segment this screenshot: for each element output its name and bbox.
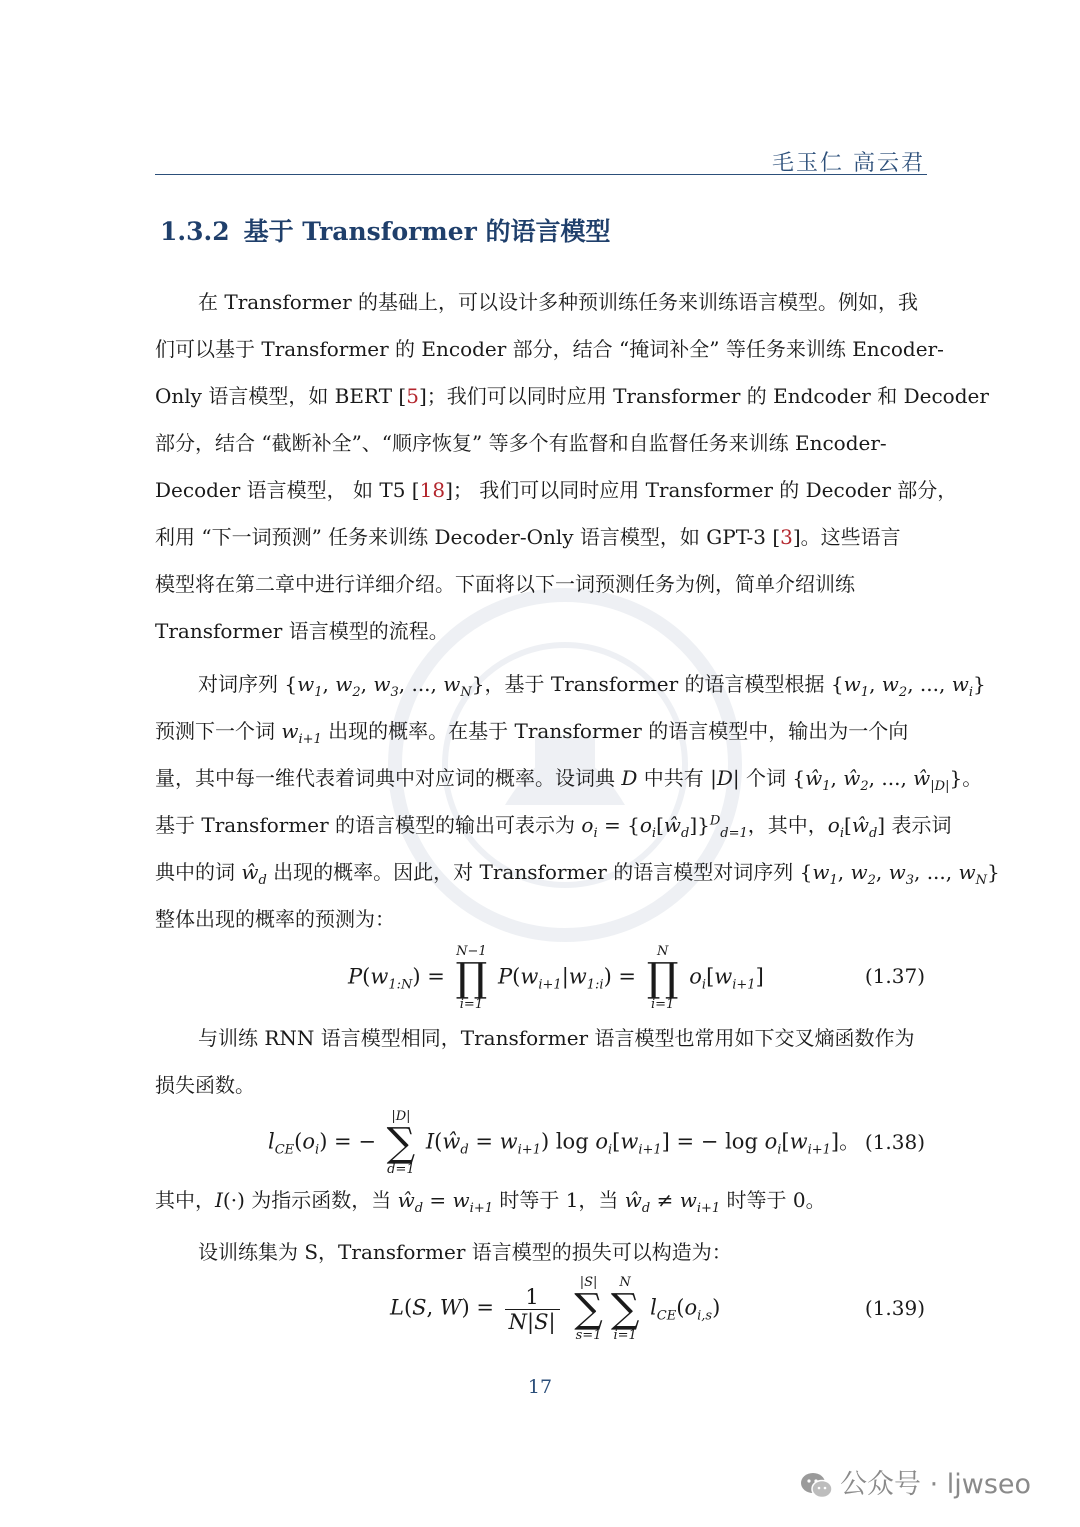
- math-inline: $w_{i+1}$: [281, 719, 322, 747]
- equation-number: (1.39): [864, 1296, 925, 1320]
- citation-link[interactable]: 3: [780, 525, 793, 549]
- section-title: 基于 Transformer 的语言模型: [243, 217, 611, 246]
- page-number: 17: [527, 1376, 553, 1398]
- math-inline: {$w_1$, $w_2$, $w_3$, ..., $w_N$}: [799, 860, 1000, 888]
- paragraph-line: 预测下一个词 $w_{i+1}$ 出现的概率。在基于 Transformer 的语言模型中，输出为一个向: [155, 719, 909, 747]
- math-inline: {$w_1$, $w_2$, $w_3$, ..., $w_N$}: [284, 672, 485, 700]
- equation-number: (1.38): [864, 1130, 925, 1154]
- paragraph-line: 利用 “下一词预测” 任务来训练 Decoder-Only 语言模型，如 GPT-3 [3]。这些语言: [155, 525, 901, 549]
- paragraph-line: 量，其中每一维代表着词典中对应词的概率。设词典 D 中共有 |D| 个词 {$ŵ_1$, $ŵ_2$, ..., $ŵ_{|D|}$}。: [155, 766, 983, 794]
- paragraph-line: 与训练 RNN 语言模型相同，Transformer 语言模型也常用如下交叉熵函数作为: [198, 1026, 915, 1050]
- math-inline: {$w_1$, $w_2$, ..., $w_i$}: [830, 672, 986, 700]
- section-heading: [160, 212, 611, 248]
- paragraph-line: 设训练集为 S，Transformer 语言模型的损失可以构造为：: [198, 1240, 732, 1264]
- paragraph-line: 模型将在第二章中进行详细介绍。下面将以下一词预测任务为例，简单介绍训练: [155, 572, 855, 596]
- paragraph-line: Transformer 语言模型的流程。: [155, 619, 449, 643]
- section-number: 1.3.2: [160, 217, 230, 246]
- paragraph-line: 其中，I(·) 为指示函数，当 $ŵ_d = w_{i+1}$ 时等于 1，当 $ŵ_d \ne w_{i+1}$ 时等于 0。: [155, 1188, 826, 1216]
- paragraph-line: Only 语言模型，如 BERT [5]；我们可以同时应用 Transformer 的 Endcoder 和 Decoder: [155, 384, 989, 408]
- equation-1-38: $l_{CE}(o_i)$ = − |D| ∑ d=1 $I(ŵ_d = w_{i+1})$ $\log o_i[w_{i+1}]$ = − $\log o_i[w_{i+1}]$。: [268, 1109, 861, 1177]
- paragraph-line: Decoder 语言模型， 如 T5 [18]； 我们可以同时应用 Transformer 的 Decoder 部分，: [155, 478, 958, 502]
- citation-link[interactable]: 5: [406, 384, 419, 408]
- math-inline: $o_i$ = $\{o_i[ŵ_d]\}^D_{d=1}$: [581, 813, 748, 841]
- paragraph-line: 基于 Transformer 的语言模型的输出可表示为 $o_i$ = $\{o_i[ŵ_d]\}^D_{d=1}$，其中，$o_i[ŵ_d]$ 表示词: [155, 813, 952, 841]
- paragraph-line: 部分，结合 “截断补全”、“顺序恢复” 等多个有监督和自监督任务来训练 Encoder-: [155, 431, 887, 455]
- paragraph-line: 整体出现的概率的预测为：: [155, 907, 395, 931]
- equation-1-37: $P(w_{1:N}) = N-1$ ∏ i=1 $P(w_{i+1}|w_{1:i}) = N$ ∏ i=1 $o_i[w_{i+1}]$: [348, 944, 764, 1012]
- citation-link[interactable]: 18: [419, 478, 446, 502]
- equation-number: (1.37): [864, 964, 925, 988]
- header-rule: [155, 174, 927, 175]
- math-inline: {$ŵ_1$, $ŵ_2$, ..., $ŵ_{|D|}$}: [792, 766, 963, 794]
- paragraph-line: 们可以基于 Transformer 的 Encoder 部分，结合 “掩词补全” 等任务来训练 Encoder-: [155, 337, 944, 361]
- equation-1-39: L(S, W) = $\frac{1}{N|S|}$ |S| ∑ s=1N ∑ i=1 $l_{CE}(o_{i,s})$: [390, 1275, 721, 1343]
- paragraph-line: 对词序列 {$w_1$, $w_2$, $w_3$, ..., $w_N$}，基于 Transformer 的语言模型根据 {$w_1$, $w_2$, ..., $w_i$}: [198, 672, 986, 700]
- running-header-authors: 毛玉仁 高云君: [772, 151, 925, 176]
- paragraph-line: 在 Transformer 的基础上，可以设计多种预训练任务来训练语言模型。例如，我: [198, 290, 919, 314]
- wechat-icon: [800, 1471, 834, 1501]
- wechat-watermark: 公众号 · ljwseo: [800, 1462, 1031, 1501]
- paragraph-line: 典中的词 $ŵ_d$ 出现的概率。因此，对 Transformer 的语言模型对词序列 {$w_1$, $w_2$, $w_3$, ..., $w_N$}: [155, 860, 1000, 888]
- paragraph-line: 损失函数。: [155, 1073, 255, 1097]
